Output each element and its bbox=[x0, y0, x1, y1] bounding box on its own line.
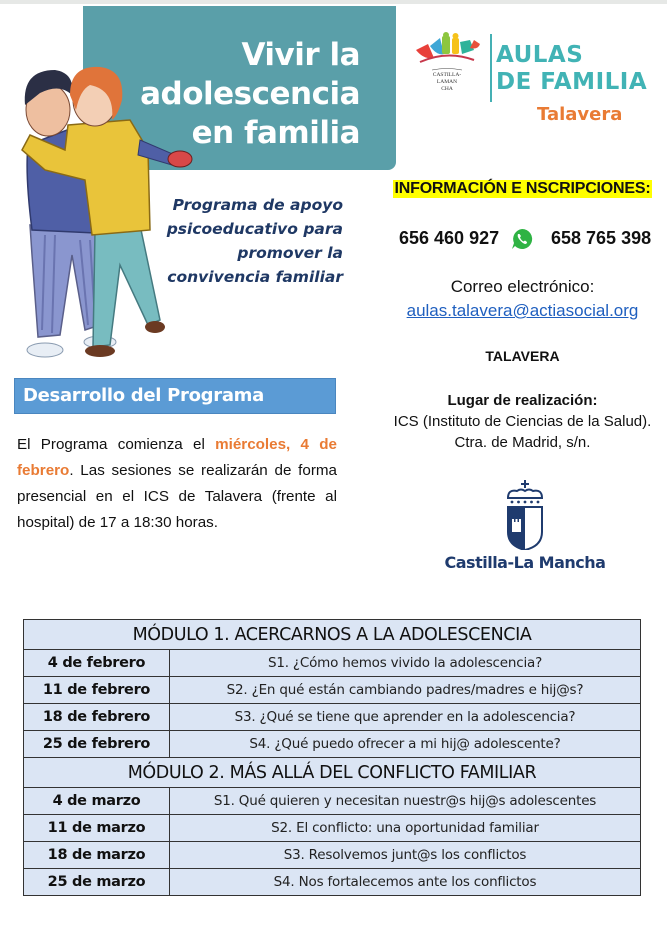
session-topic: S3. ¿Qué se tiene que aprender en la adolescencia? bbox=[170, 704, 641, 731]
subtitle-line: convivencia familiar bbox=[167, 268, 343, 286]
phone-number-1[interactable]: 656 460 927 bbox=[399, 228, 500, 248]
caption-line: CHA bbox=[441, 86, 453, 92]
subtitle-line: promover la bbox=[237, 244, 343, 262]
session-date: 18 de febrero bbox=[24, 704, 170, 731]
whatsapp-icon bbox=[511, 228, 533, 250]
logo-divider bbox=[490, 34, 492, 102]
email-label: Correo electrónico: bbox=[450, 277, 595, 296]
info-heading: INFORMACIÓN E NSCRIPCIONES: bbox=[394, 180, 651, 197]
session-date: 11 de febrero bbox=[24, 677, 170, 704]
description-text: El Programa comienza el bbox=[17, 436, 216, 453]
title-line: Vivir la bbox=[241, 37, 360, 73]
session-topic: S1. Qué quieren y necesitan nuestr@s hij@s adolescentes bbox=[170, 788, 641, 815]
table-row bbox=[24, 869, 641, 896]
session-date: 25 de marzo bbox=[24, 869, 170, 896]
table-row bbox=[24, 842, 641, 869]
top-strip bbox=[0, 0, 667, 4]
module-title: MÓDULO 2. MÁS ALLÁ DEL CONFLICTO FAMILIAR bbox=[24, 758, 641, 788]
venue-address: Ctra. de Madrid, s/n. bbox=[454, 434, 591, 451]
logo-title bbox=[496, 42, 647, 96]
logo-title-line: AULAS bbox=[496, 42, 584, 68]
session-topic: S4. Nos fortalecemos ante los conflictos bbox=[170, 869, 641, 896]
session-topic: S3. Resolvemos junt@s los conflictos bbox=[170, 842, 641, 869]
info-panel bbox=[385, 180, 660, 451]
phone-numbers bbox=[385, 228, 660, 252]
program-subtitle bbox=[160, 193, 343, 289]
table-row bbox=[24, 815, 641, 842]
logo-city: Talavera bbox=[537, 104, 623, 125]
email-link[interactable]: aulas.talavera@actiasocial.org bbox=[406, 301, 639, 320]
table-row bbox=[24, 788, 641, 815]
program-description bbox=[17, 432, 337, 536]
session-topic: S2. ¿En qué están cambiando padres/madres e hij@s? bbox=[170, 677, 641, 704]
aulas-de-familia-logo bbox=[412, 30, 657, 125]
castilla-la-mancha-logo bbox=[440, 480, 610, 575]
caption-line: CASTILLA- bbox=[432, 72, 462, 78]
session-date: 4 de marzo bbox=[24, 788, 170, 815]
caption-line: LAMAN bbox=[436, 79, 458, 85]
jccm-name: Castilla-La Mancha bbox=[444, 553, 606, 572]
subtitle-line: Programa de apoyo bbox=[172, 196, 343, 214]
start-date-highlight: miércoles, 4 de febrero bbox=[17, 436, 337, 479]
session-topic: S4. ¿Qué puedo ofrecer a mi hij@ adolescente? bbox=[170, 731, 641, 758]
session-date: 4 de febrero bbox=[24, 650, 170, 677]
table-row bbox=[24, 650, 641, 677]
section-header: Desarrollo del Programa bbox=[14, 378, 336, 414]
module-title: MÓDULO 1. ACERCARNOS A LA ADOLESCENCIA bbox=[24, 620, 641, 650]
session-topic: S2. El conflicto: una oportunidad familiar bbox=[170, 815, 641, 842]
subtitle-line: psicoeducativo para bbox=[166, 220, 343, 238]
table-row bbox=[24, 677, 641, 704]
module-header-row bbox=[24, 620, 641, 650]
schedule-table bbox=[23, 619, 641, 896]
session-date: 18 de marzo bbox=[24, 842, 170, 869]
title-line: adolescencia bbox=[140, 76, 360, 112]
logo-caption bbox=[424, 72, 470, 93]
phone-number-2[interactable]: 658 765 398 bbox=[551, 228, 652, 248]
session-date: 11 de marzo bbox=[24, 815, 170, 842]
session-topic: S1. ¿Cómo hemos vivido la adolescencia? bbox=[170, 650, 641, 677]
crown-shield-icon bbox=[500, 480, 550, 550]
table-row bbox=[24, 704, 641, 731]
module-header-row bbox=[24, 758, 641, 788]
city-label: TALAVERA bbox=[485, 348, 560, 364]
session-date: 25 de febrero bbox=[24, 731, 170, 758]
logo-title-line: DE FAMILIA bbox=[496, 69, 648, 95]
description-text: . Las sesiones se realizarán de forma presencial en el ICS de Talavera (frente al hospital) de 17 a 18:30 horas. bbox=[17, 462, 337, 531]
title-line: en familia bbox=[191, 115, 360, 151]
table-row bbox=[24, 731, 641, 758]
venue-name: ICS (Instituto de Ciencias de la Salud). bbox=[393, 413, 652, 430]
venue-label: Lugar de realización: bbox=[447, 392, 598, 409]
